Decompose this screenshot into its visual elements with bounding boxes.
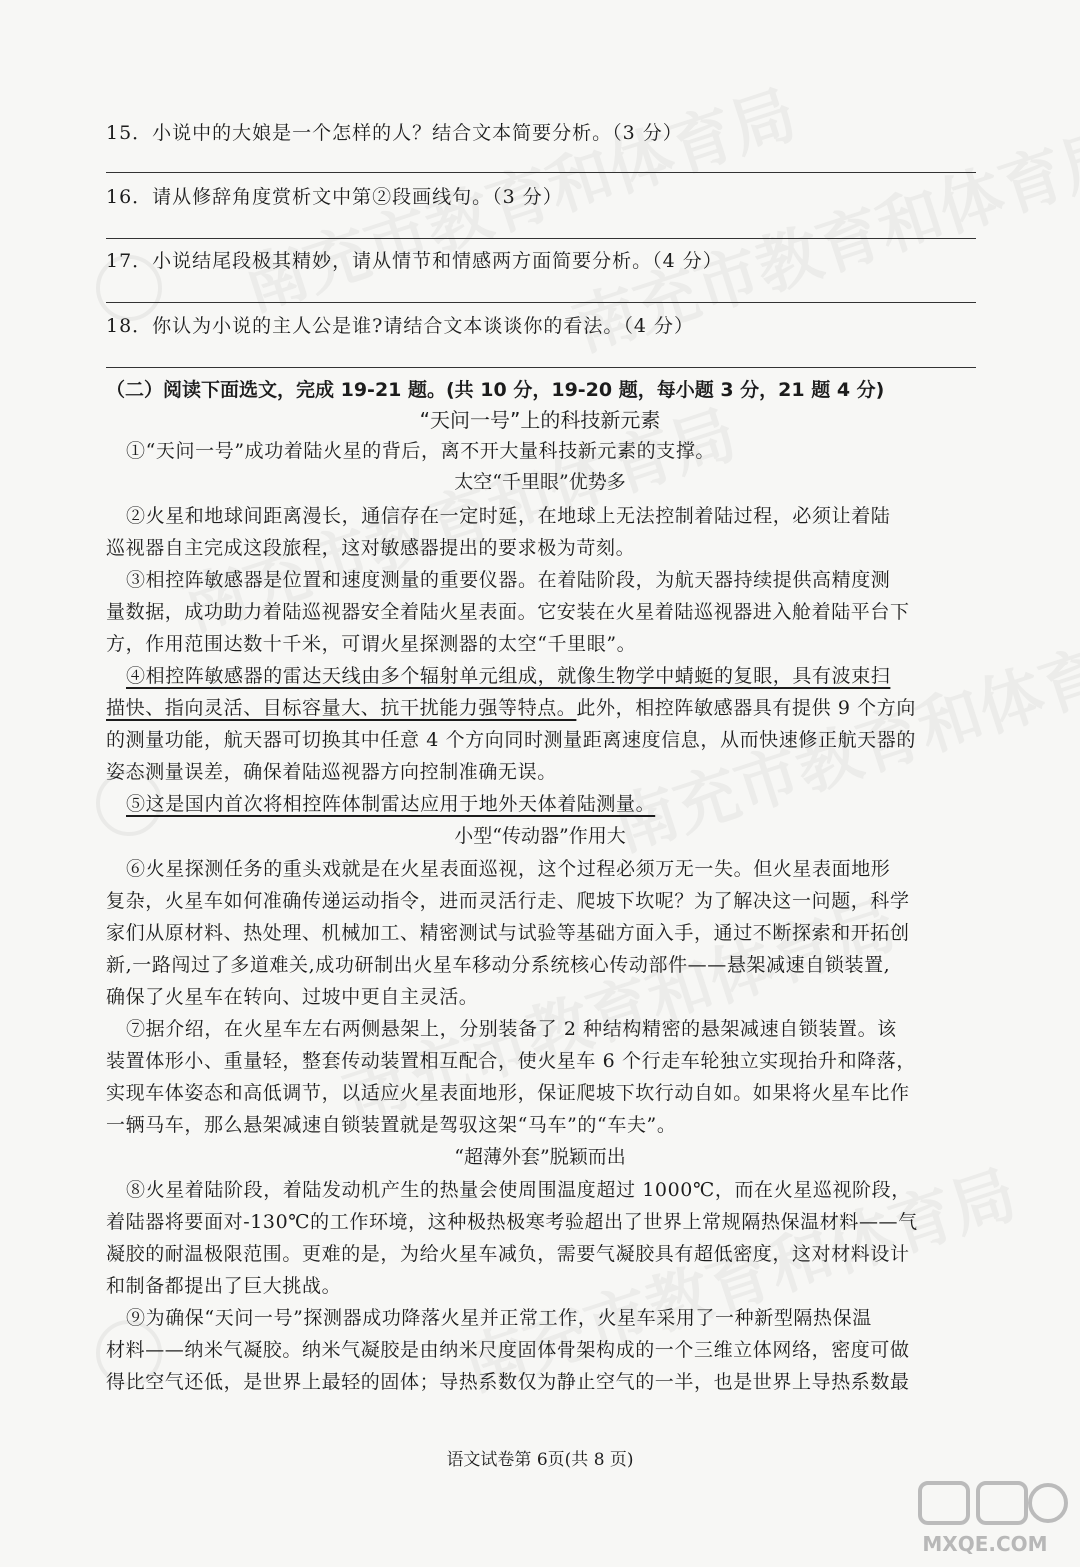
paragraph-line: ②火星和地球间距离漫长，通信存在一定时延，在地球上无法控制着陆过程，必须让着陆 (126, 505, 891, 527)
paragraph-line: 量数据，成功助力着陆巡视器安全着陆火星表面。它安装在火星着陆巡视器进入舱着陆平台下 (106, 601, 910, 623)
subheading: 小型“传动器”作用大 (454, 825, 626, 847)
underlined-sentence: 描快、指向灵活、目标容量大、抗干扰能力强等特点。 (106, 697, 577, 719)
paragraph-line: 姿态测量误差，确保着陆巡视器方向控制准确无误。 (106, 761, 557, 783)
paragraph-line: 新,一路闯过了多道难关,成功研制出火星车移动分系统核心传动部件——悬架减速自锁装置, (106, 954, 891, 976)
paragraph-line: 确保了火星车在转向、过坡中更自主灵活。 (106, 986, 479, 1008)
answer-line (106, 302, 976, 303)
paragraph-line: ⑥火星探测任务的重头戏就是在火星表面巡视，这个过程必须万无一失。但火星表面地形 (126, 858, 891, 880)
logo-icon (900, 1479, 1070, 1559)
paragraph-line: 家们从原材料、热处理、机械加工、精密测试与试验等基础方面入手，通过不断探索和开拓创 (106, 922, 910, 944)
paragraph-line: 装置体形小、重量轻，整套传动装置相互配合，使火星车 6 个行走车轮独立实现抬升和降落， (106, 1050, 916, 1072)
paragraph-line: 一辆马车，那么悬架减速自锁装置就是驾驭这架“马车”的“车夫”。 (106, 1114, 677, 1136)
paragraph-line: 材料——纳米气凝胶。纳米气凝胶是由纳米尺度固体骨架构成的一个三维立体网络，密度可做 (106, 1339, 910, 1361)
page-footer: 语文试卷第 6页(共 8 页) (446, 1450, 634, 1470)
paragraph-line: ⑦据介绍，在火星车左右两侧悬架上，分别装备了 2 种结构精密的悬架减速自锁装置。该 (126, 1018, 897, 1040)
answer-line (106, 238, 976, 239)
logo-text: MXQE.COM (922, 1532, 1048, 1556)
underlined-sentence: ⑤这是国内首次将相控阵体制雷达应用于地外天体着陆测量。 (126, 793, 656, 815)
question-15: 15．小说中的大娘是一个怎样的人？结合文本简要分析。（3 分） (106, 122, 683, 144)
paragraph-line: ⑧火星着陆阶段，着陆发动机产生的热量会使周围温度超过 1000℃，而在火星巡视阶段， (126, 1179, 911, 1201)
question-18: 18．你认为小说的主人公是谁?请结合文本谈谈你的看法。（4 分） (106, 315, 694, 337)
question-16: 16．请从修辞角度赏析文中第②段画线句。（3 分） (106, 186, 563, 208)
paragraph-line: ①“天问一号”成功着陆火星的背后，离不开大量科技新元素的支撑。 (126, 440, 716, 462)
paragraph-line: 着陆器将要面对-130℃的工作环境，这种极热极寒考验超出了世界上常规隔热保温材料——气 (106, 1211, 918, 1233)
answer-line (106, 172, 976, 173)
section-heading: （二）阅读下面选文，完成 19-21 题。(共 10 分，19-20 题，每小题 3 分，21 题 4 分) (106, 379, 885, 401)
question-17: 17．小说结尾段极其精妙，请从情节和情感两方面简要分析。（4 分） (106, 250, 723, 272)
paragraph-line: 得比空气还低，是世界上最轻的固体；导热系数仅为静止空气的一半，也是世界上导热系数最 (106, 1371, 910, 1393)
paragraph-line: 巡视器自主完成这段旅程，这对敏感器提出的要求极为苛刻。 (106, 537, 636, 559)
paragraph-line: 复杂，火星车如何准确传递运动指令，进而灵活行走、爬坡下坎呢？为了解决这一问题，科学 (106, 890, 910, 912)
underlined-sentence: ④相控阵敏感器的雷达天线由多个辐射单元组成，就像生物学中蜻蜓的复眼，具有波束扫 (126, 665, 891, 687)
paragraph-line (106, 693, 976, 723)
paragraph-line: ③相控阵敏感器是位置和速度测量的重要仪器。在着陆阶段，为航天器持续提供高精度测 (126, 569, 891, 591)
paragraph-line: 的测量功能，航天器可切换其中任意 4 个方向同时测量距离速度信息，从而快速修正航天器的 (106, 729, 916, 751)
paragraph-line: 凝胶的耐温极限范围。更难的是，为给火星车减负，需要气凝胶具有超低密度，这对材料设计 (106, 1243, 910, 1265)
paragraph-text: 此外，相控阵敏感器具有提供 9 个方向 (576, 697, 916, 719)
paragraph-line: ⑨为确保“天问一号”探测器成功降落火星并正常工作，火星车采用了一种新型隔热保温 (126, 1307, 872, 1329)
paragraph-line: 实现车体姿态和高低调节，以适应火星表面地形，保证爬坡下坎行动自如。如果将火星车比作 (106, 1082, 910, 1104)
paragraph-line: 和制备都提出了巨大挑战。 (106, 1275, 342, 1297)
paragraph-line: 方，作用范围达数十千米，可谓火星探测器的太空“千里眼”。 (106, 633, 637, 655)
answer-badge-logo (900, 1479, 1070, 1559)
article-title: “天问一号”上的科技新元素 (419, 408, 661, 432)
subheading: 太空“千里眼”优势多 (454, 471, 626, 493)
subheading: “超薄外套”脱颖而出 (454, 1146, 626, 1168)
answer-line (106, 367, 976, 368)
